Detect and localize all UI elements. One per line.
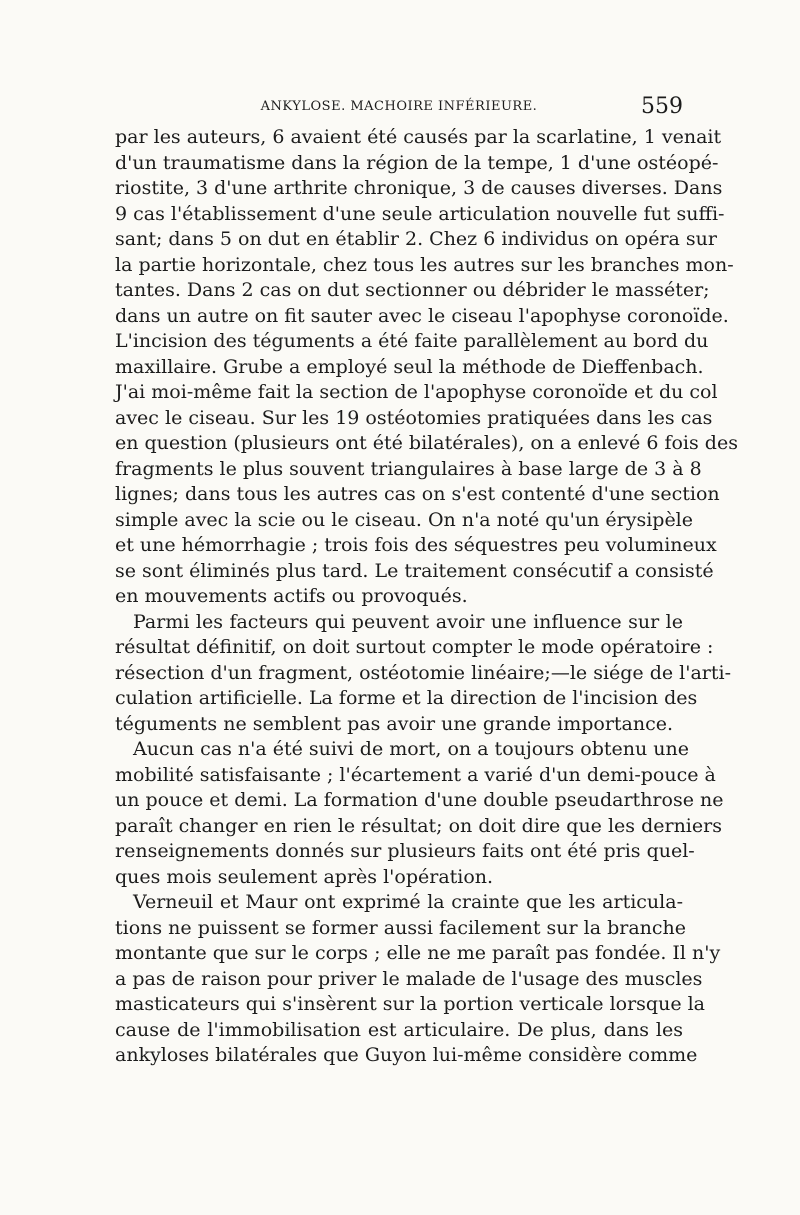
page-header — [115, 92, 683, 122]
text-line: Parmi les facteurs qui peuvent avoir une influence sur le — [133, 610, 683, 633]
text-line: maxillaire. Grube a employé seul la méthode de Dieffenbach. — [115, 355, 704, 378]
text-line: a pas de raison pour priver le malade de l'usage des muscles — [115, 967, 703, 990]
text-line: lignes; dans tous les autres cas on s'est contenté d'une section — [115, 483, 720, 505]
text-line: renseignements donnés sur plusieurs faits ont été pris quel- — [115, 840, 695, 862]
text-line: L'incision des téguments a été faite parallèlement au bord du — [115, 330, 709, 352]
text-line: en question (plusieurs ont été bilatérales), on a enlevé 6 fois des — [115, 432, 738, 454]
text-line: d'un traumatisme dans la région de la tempe, 1 d'une ostéopé- — [115, 151, 719, 174]
text-line: mobilité satisfaisante ; l'écartement a varié d'un demi-pouce à — [115, 763, 716, 786]
text-line: tantes. Dans 2 cas on dut sectionner ou débrider le masséter; — [115, 279, 710, 301]
body-text — [115, 125, 738, 1069]
text-line: cause de l'immobilisation est articulaire. De plus, dans les — [115, 1018, 683, 1041]
text-line: 9 cas l'établissement d'une seule articulation nouvelle fut suffi- — [115, 202, 725, 225]
text-line: dans un autre on fit sauter avec le ciseau l'apophyse coronoïde. — [115, 304, 729, 327]
text-line: et une hémorrhagie ; trois fois des séquestres peu volumineux — [115, 534, 717, 556]
text-line: Verneuil et Maur ont exprimé la crainte que les articula- — [133, 891, 683, 913]
text-line: paraît changer en rien le résultat; on doit dire que les derniers — [115, 814, 722, 837]
text-line: riostite, 3 d'une arthrite chronique, 3 de causes diverses. Dans — [115, 177, 723, 199]
text-line: téguments ne semblent pas avoir une grande importance. — [115, 712, 674, 735]
text-line: montante que sur le corps ; elle ne me paraît pas fondée. Il n'y — [115, 942, 721, 964]
text-line: J'ai moi-même fait la section de l'apophyse coronoïde et du col — [115, 381, 718, 403]
text-line: se sont éliminés plus tard. Le traitement consécutif a consisté — [115, 559, 714, 582]
text-line: résection d'un fragment, ostéotomie linéaire;—le siége de l'arti- — [115, 661, 731, 684]
text-line: tions ne puissent se former aussi facilement sur la branche — [115, 916, 687, 939]
text-line: Aucun cas n'a été suivi de mort, on a toujours obtenu une — [133, 738, 690, 760]
text-line: masticateurs qui s'insèrent sur la portion verticale lorsque la — [115, 993, 706, 1015]
text-line: culation artificielle. La forme et la direction de l'incision des — [115, 687, 698, 709]
text-line: par les auteurs, 6 avaient été causés par la scarlatine, 1 venait — [115, 126, 722, 148]
text-line: la partie horizontale, chez tous les autres sur les branches mon- — [115, 253, 734, 276]
page-number: 559 — [641, 94, 683, 119]
text-line: avec le ciseau. Sur les 19 ostéotomies pratiquées dans les cas — [115, 406, 713, 429]
text-line: sant; dans 5 on dut en établir 2. Chez 6 individus on opéra sur — [115, 228, 717, 250]
text-line: simple avec la scie ou le ciseau. On n'a noté qu'un érysipèle — [115, 508, 694, 531]
running-title: ANKYLOSE. MACHOIRE INFÉRIEURE. — [260, 99, 538, 114]
text-line: ankyloses bilatérales que Guyon lui-même considère comme — [115, 1044, 698, 1066]
text-line: résultat définitif, on doit surtout compter le mode opératoire : — [115, 636, 714, 658]
text-line: en mouvements actifs ou provoqués. — [115, 585, 468, 607]
text-line: fragments le plus souvent triangulaires à base large de 3 à 8 — [115, 457, 702, 480]
text-line: ques mois seulement après l'opération. — [115, 865, 494, 888]
text-line: un pouce et demi. La formation d'une double pseudarthrose ne — [115, 789, 724, 811]
